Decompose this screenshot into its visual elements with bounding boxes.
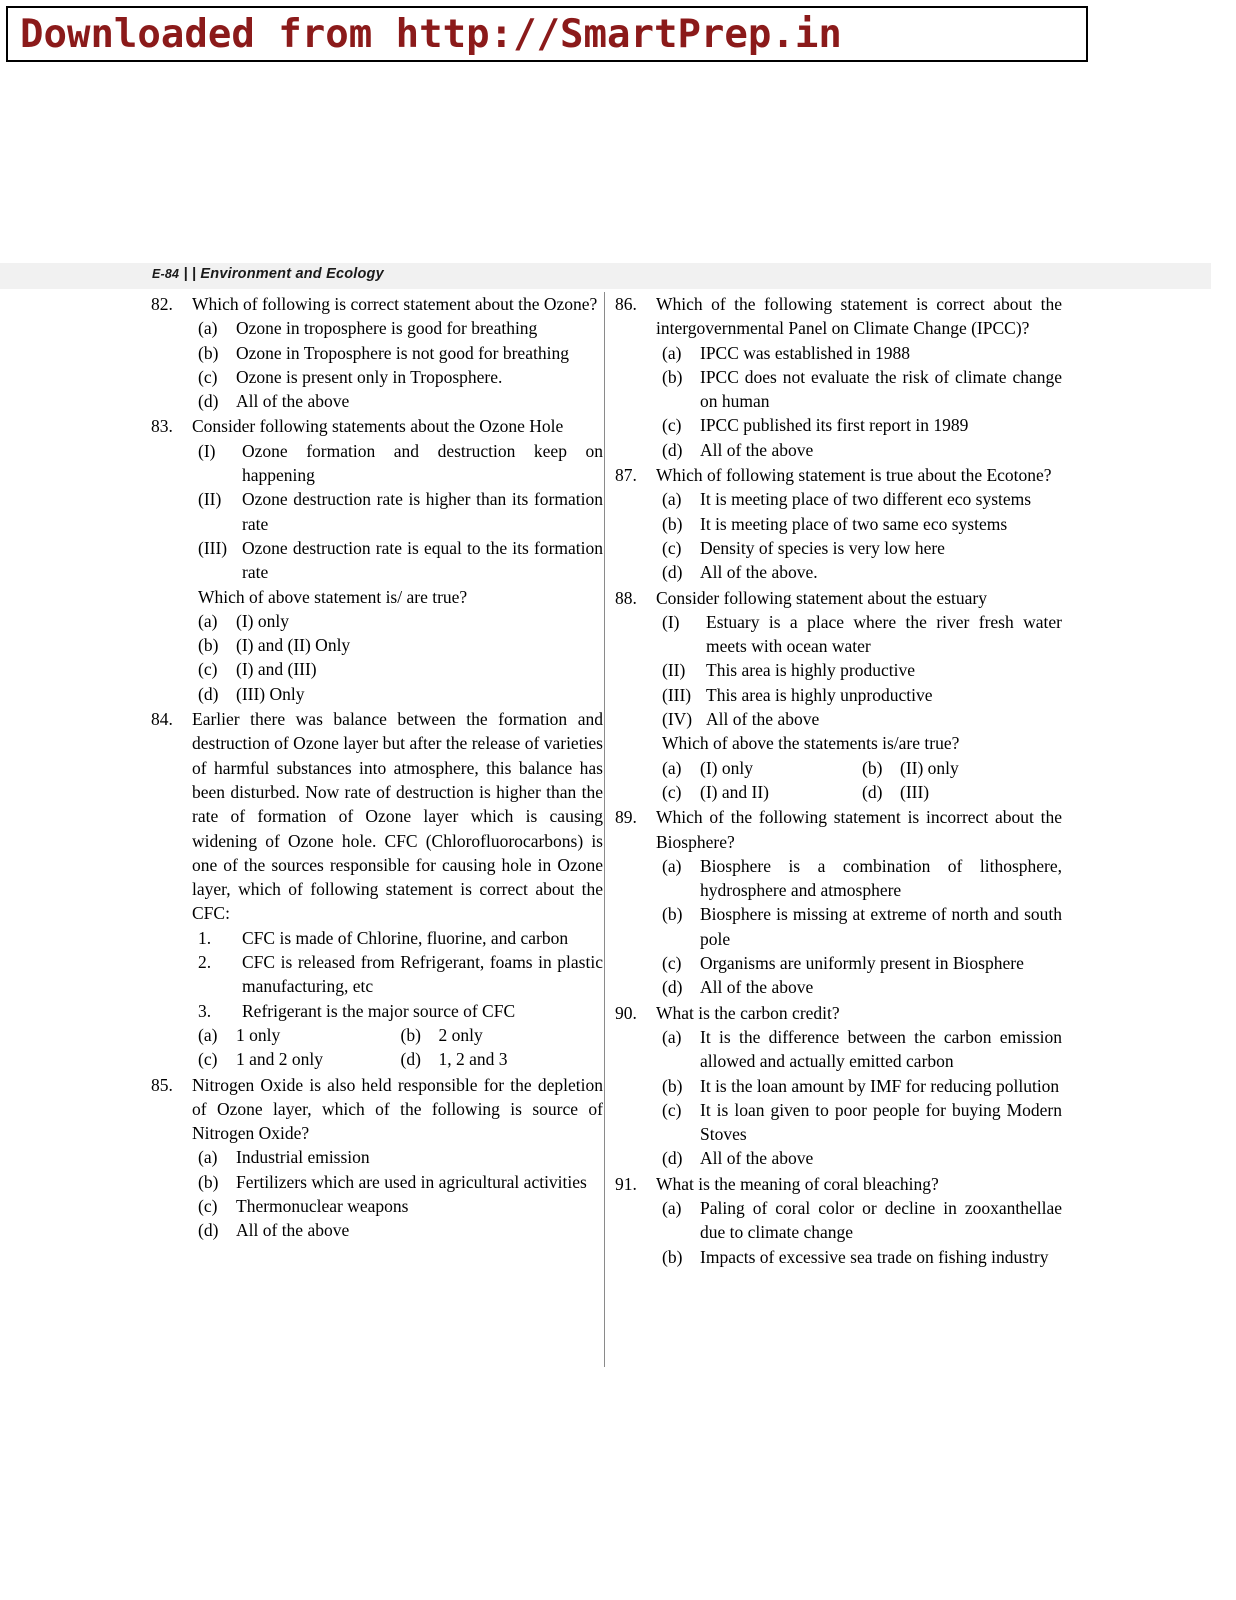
column-divider xyxy=(604,292,605,1367)
option-row[interactable] xyxy=(148,657,603,681)
question-text: What is the meaning of coral bleaching? xyxy=(656,1173,939,1194)
option-text: 1, 2 and 3 xyxy=(438,1049,508,1070)
question-stem-row xyxy=(612,586,1062,610)
option-row[interactable] xyxy=(612,854,1062,903)
option-row[interactable] xyxy=(612,975,1062,999)
question-block xyxy=(612,463,1062,584)
question-stem-row xyxy=(148,292,603,316)
option-text: 1 only xyxy=(236,1024,281,1045)
statement-text: This area is highly productive xyxy=(706,660,915,681)
statement-row xyxy=(612,658,1062,682)
left-column xyxy=(148,292,603,1244)
question-number: 91. xyxy=(615,1173,637,1194)
option-label: (a) xyxy=(198,318,218,339)
question-number: 83. xyxy=(151,416,173,437)
option-label: (a) xyxy=(662,342,682,363)
question-note: Which of above the statements is/are true? xyxy=(662,733,960,754)
option-text: Biosphere is missing at extreme of north and south pole xyxy=(700,904,1062,949)
question-text: Earlier there was balance between the formation and destruction of Ozone layer but after the release of varieties of harmful substances into atmosphere, this balance has been disturbed. Now rate of destruction is higher than the rate of formation of Ozone layer which is causing widening of Ozone hole. CFC (Chlorofluorocarbons) is one of the sources responsible for causing hole in Ozone layer, which of following statement is correct about the CFC: xyxy=(192,709,603,924)
question-number: 86. xyxy=(615,294,637,314)
option-text: Ozone is present only in Troposphere. xyxy=(236,366,503,387)
question-stem-row xyxy=(148,707,603,926)
option-text: 1 and 2 only xyxy=(236,1049,324,1070)
option-text: IPCC does not evaluate the risk of climate change on human xyxy=(700,366,1062,412)
question-stem-row xyxy=(612,805,1062,854)
option-row[interactable] xyxy=(612,1098,1062,1147)
option-label: (b) xyxy=(662,366,683,387)
option-label: (d) xyxy=(198,683,219,704)
option-label: (b) xyxy=(662,904,683,925)
question-stem-row xyxy=(148,1073,603,1146)
option-row[interactable] xyxy=(612,438,1062,462)
watermark-text: Downloaded from http://SmartPrep.in xyxy=(20,11,842,57)
question-block xyxy=(148,707,603,1071)
question-block xyxy=(612,1001,1062,1171)
option-text: Ozone in troposphere is good for breathing xyxy=(236,318,538,339)
option-text: (I) only xyxy=(700,757,753,778)
option-text: IPCC was established in 1988 xyxy=(700,342,910,363)
option-pair-row xyxy=(612,780,1062,804)
question-block xyxy=(612,292,1062,462)
option-row[interactable] xyxy=(612,341,1062,365)
option-text: Thermonuclear weapons xyxy=(236,1195,409,1216)
option-text: (III) Only xyxy=(236,683,305,704)
option-label: (d) xyxy=(198,1220,219,1241)
option-label: (c) xyxy=(662,953,682,974)
option-row[interactable] xyxy=(148,633,603,657)
option-label: (b) xyxy=(662,1246,683,1267)
option-text: All of the above xyxy=(236,391,350,412)
option-row[interactable] xyxy=(148,1145,603,1169)
option-row[interactable] xyxy=(148,316,603,340)
option-text: Paling of coral color or decline in zooxanthellae due to climate change xyxy=(700,1197,1062,1243)
option-text: 2 only xyxy=(438,1024,483,1045)
option-label: (b) xyxy=(662,513,683,534)
option-label: (b) xyxy=(400,1024,421,1045)
option-text: Ozone in Troposphere is not good for breathing xyxy=(236,342,569,363)
option-row[interactable] xyxy=(148,341,603,365)
statement-label: (II) xyxy=(662,660,686,681)
question-number: 90. xyxy=(615,1002,637,1023)
question-stem-row xyxy=(612,463,1062,487)
option-text: All of the above xyxy=(700,1148,814,1169)
option-row[interactable] xyxy=(401,1047,604,1071)
option-text: (I) and (II) Only xyxy=(236,635,351,656)
option-row[interactable] xyxy=(662,780,862,804)
question-text: What is the carbon credit? xyxy=(656,1002,840,1023)
statement-text: Refrigerant is the major source of CFC xyxy=(242,1000,516,1021)
option-label: (b) xyxy=(198,635,219,656)
option-row[interactable] xyxy=(612,365,1062,414)
option-label: (c) xyxy=(662,781,682,802)
option-row[interactable] xyxy=(612,1196,1062,1245)
question-number: 89. xyxy=(615,807,637,828)
option-row[interactable] xyxy=(612,902,1062,951)
watermark-banner xyxy=(6,6,1088,62)
option-text: (III) xyxy=(900,781,930,802)
option-text: All of the above xyxy=(236,1220,350,1241)
question-block xyxy=(612,586,1062,805)
statement-row xyxy=(148,536,603,585)
option-label: (c) xyxy=(198,659,218,680)
option-text: It is the difference between the carbon emission allowed and actually emitted carbon xyxy=(700,1026,1062,1072)
statement-label: (III) xyxy=(198,537,228,558)
question-stem-row xyxy=(612,1001,1062,1025)
option-text: All of the above xyxy=(700,439,814,460)
option-row[interactable] xyxy=(148,389,603,413)
option-row[interactable] xyxy=(148,1194,603,1218)
right-column xyxy=(612,292,1062,1270)
statement-text: This area is highly unproductive xyxy=(706,684,933,705)
question-text: Consider following statements about the Ozone Hole xyxy=(192,416,564,437)
option-label: (d) xyxy=(662,439,683,460)
option-label: (d) xyxy=(662,977,683,998)
option-row[interactable] xyxy=(612,487,1062,511)
option-row[interactable] xyxy=(612,413,1062,437)
question-stem-row xyxy=(612,292,1062,341)
statement-text: CFC is made of Chlorine, fluorine, and carbon xyxy=(242,927,569,948)
option-label: (a) xyxy=(662,489,682,510)
option-label: (a) xyxy=(198,1024,218,1045)
option-text: It is loan given to poor people for buying Modern Stoves xyxy=(700,1099,1062,1145)
option-label: (c) xyxy=(662,537,682,558)
option-row[interactable] xyxy=(148,1170,603,1194)
option-label: (b) xyxy=(198,1171,219,1192)
statement-label: (III) xyxy=(662,684,692,705)
option-text: (I) only xyxy=(236,610,289,631)
question-number: 85. xyxy=(151,1074,173,1095)
question-block xyxy=(148,414,603,706)
option-row[interactable] xyxy=(198,1047,401,1071)
statement-row xyxy=(148,926,603,950)
option-label: (d) xyxy=(662,562,683,583)
question-stem-row xyxy=(612,1172,1062,1196)
option-row[interactable] xyxy=(148,682,603,706)
statement-text: Ozone formation and destruction keep on happening xyxy=(242,440,603,486)
option-text: It is meeting place of two same eco systems xyxy=(700,513,1008,534)
statement-row xyxy=(612,707,1062,731)
option-label: (b) xyxy=(862,757,883,778)
option-text: Impacts of excessive sea trade on fishing industry xyxy=(700,1246,1049,1267)
question-text: Which of the following statement is incorrect about the Biosphere? xyxy=(656,807,1062,852)
option-text: All of the above. xyxy=(700,562,818,583)
question-number: 82. xyxy=(151,294,173,314)
question-text: Consider following statement about the estuary xyxy=(656,587,987,608)
option-label: (c) xyxy=(198,1195,218,1216)
option-text: It is the loan amount by IMF for reducing pollution xyxy=(700,1075,1060,1096)
option-label: (c) xyxy=(198,366,218,387)
option-text: (I) and (III) xyxy=(236,659,317,680)
option-row[interactable] xyxy=(612,536,1062,560)
option-row[interactable] xyxy=(612,1074,1062,1098)
question-block xyxy=(612,1172,1062,1269)
option-label: (c) xyxy=(662,415,682,436)
page-header-label xyxy=(152,266,384,282)
option-pair-row xyxy=(148,1023,603,1047)
option-label: (a) xyxy=(198,610,218,631)
statement-row xyxy=(612,683,1062,707)
option-label: (b) xyxy=(662,1075,683,1096)
statement-label: (I) xyxy=(198,440,216,461)
option-text: It is meeting place of two different eco systems xyxy=(700,489,1032,510)
option-label: (c) xyxy=(662,1099,682,1120)
header-separator: | | xyxy=(179,266,201,282)
option-label: (a) xyxy=(662,855,682,876)
statement-text: Estuary is a place where the river fresh water meets with ocean water xyxy=(706,611,1062,657)
option-row[interactable] xyxy=(148,365,603,389)
option-text: Organisms are uniformly present in Biosphere xyxy=(700,953,1024,974)
question-block xyxy=(148,1073,603,1243)
option-text: (I) and II) xyxy=(700,781,769,802)
option-row[interactable] xyxy=(401,1023,604,1047)
statement-text: All of the above xyxy=(706,709,820,730)
option-row[interactable] xyxy=(612,560,1062,584)
statement-row xyxy=(612,610,1062,659)
option-row[interactable] xyxy=(198,1023,401,1047)
question-number: 87. xyxy=(615,465,637,486)
option-row[interactable] xyxy=(612,1245,1062,1269)
statement-text: CFC is released from Refrigerant, foams in plastic manufacturing, etc xyxy=(242,952,603,997)
question-text: Which of following is correct statement about the Ozone? xyxy=(192,294,598,314)
question-note: Which of above statement is/ are true? xyxy=(198,586,468,607)
option-label: (d) xyxy=(862,781,883,802)
question-text: Which of the following statement is correct about the intergovernmental Panel on Climate Change (IPCC)? xyxy=(656,294,1062,339)
statement-text: Ozone destruction rate is equal to the its formation rate xyxy=(242,537,603,583)
page-code: E-84 xyxy=(152,267,180,281)
question-text: Nitrogen Oxide is also held responsible for the depletion of Ozone layer, which of the following is source of Nitrogen Oxide? xyxy=(192,1074,603,1144)
option-row[interactable] xyxy=(148,609,603,633)
option-row[interactable] xyxy=(612,1025,1062,1074)
option-text: Density of species is very low here xyxy=(700,537,945,558)
option-text: Fertilizers which are used in agricultural activities xyxy=(236,1171,587,1192)
option-text: (II) only xyxy=(900,757,959,778)
option-text: Biosphere is a combination of lithosphere, hydrosphere and atmosphere xyxy=(700,855,1062,901)
statement-label: (II) xyxy=(198,489,222,510)
statement-row xyxy=(148,950,603,999)
statement-label: 3. xyxy=(198,1000,212,1021)
option-label: (c) xyxy=(198,1049,218,1070)
option-label: (d) xyxy=(400,1049,421,1070)
option-row[interactable] xyxy=(612,1146,1062,1170)
option-row[interactable] xyxy=(612,512,1062,536)
option-pair-row xyxy=(148,1047,603,1071)
statement-text: Ozone destruction rate is higher than its formation rate xyxy=(242,489,603,534)
option-label: (d) xyxy=(198,391,219,412)
header-title: Environment and Ecology xyxy=(200,266,384,282)
statement-row xyxy=(148,487,603,536)
statement-row xyxy=(148,999,603,1023)
option-label: (a) xyxy=(662,1197,682,1218)
option-text: IPCC published its first report in 1989 xyxy=(700,415,969,436)
option-row[interactable] xyxy=(662,756,862,780)
statement-label: 1. xyxy=(198,927,212,948)
statement-row xyxy=(148,439,603,488)
option-row[interactable] xyxy=(612,951,1062,975)
question-number: 84. xyxy=(151,709,173,730)
option-text: All of the above xyxy=(700,977,814,998)
option-row[interactable] xyxy=(148,1218,603,1242)
question-number: 88. xyxy=(615,587,637,608)
option-text: Industrial emission xyxy=(236,1147,370,1168)
option-row[interactable] xyxy=(862,780,1062,804)
question-stem-row xyxy=(148,414,603,438)
statement-label: (I) xyxy=(662,611,680,632)
option-pair-row xyxy=(612,756,1062,780)
option-row[interactable] xyxy=(862,756,1062,780)
option-label: (b) xyxy=(198,342,219,363)
statement-label: 2. xyxy=(198,952,212,973)
option-label: (a) xyxy=(662,757,682,778)
question-block xyxy=(148,292,603,413)
option-label: (d) xyxy=(662,1148,683,1169)
option-label: (a) xyxy=(198,1147,218,1168)
statement-label: (IV) xyxy=(662,709,693,730)
question-block xyxy=(612,805,1062,999)
option-label: (a) xyxy=(662,1026,682,1047)
question-text: Which of following statement is true about the Ecotone? xyxy=(656,465,1052,486)
